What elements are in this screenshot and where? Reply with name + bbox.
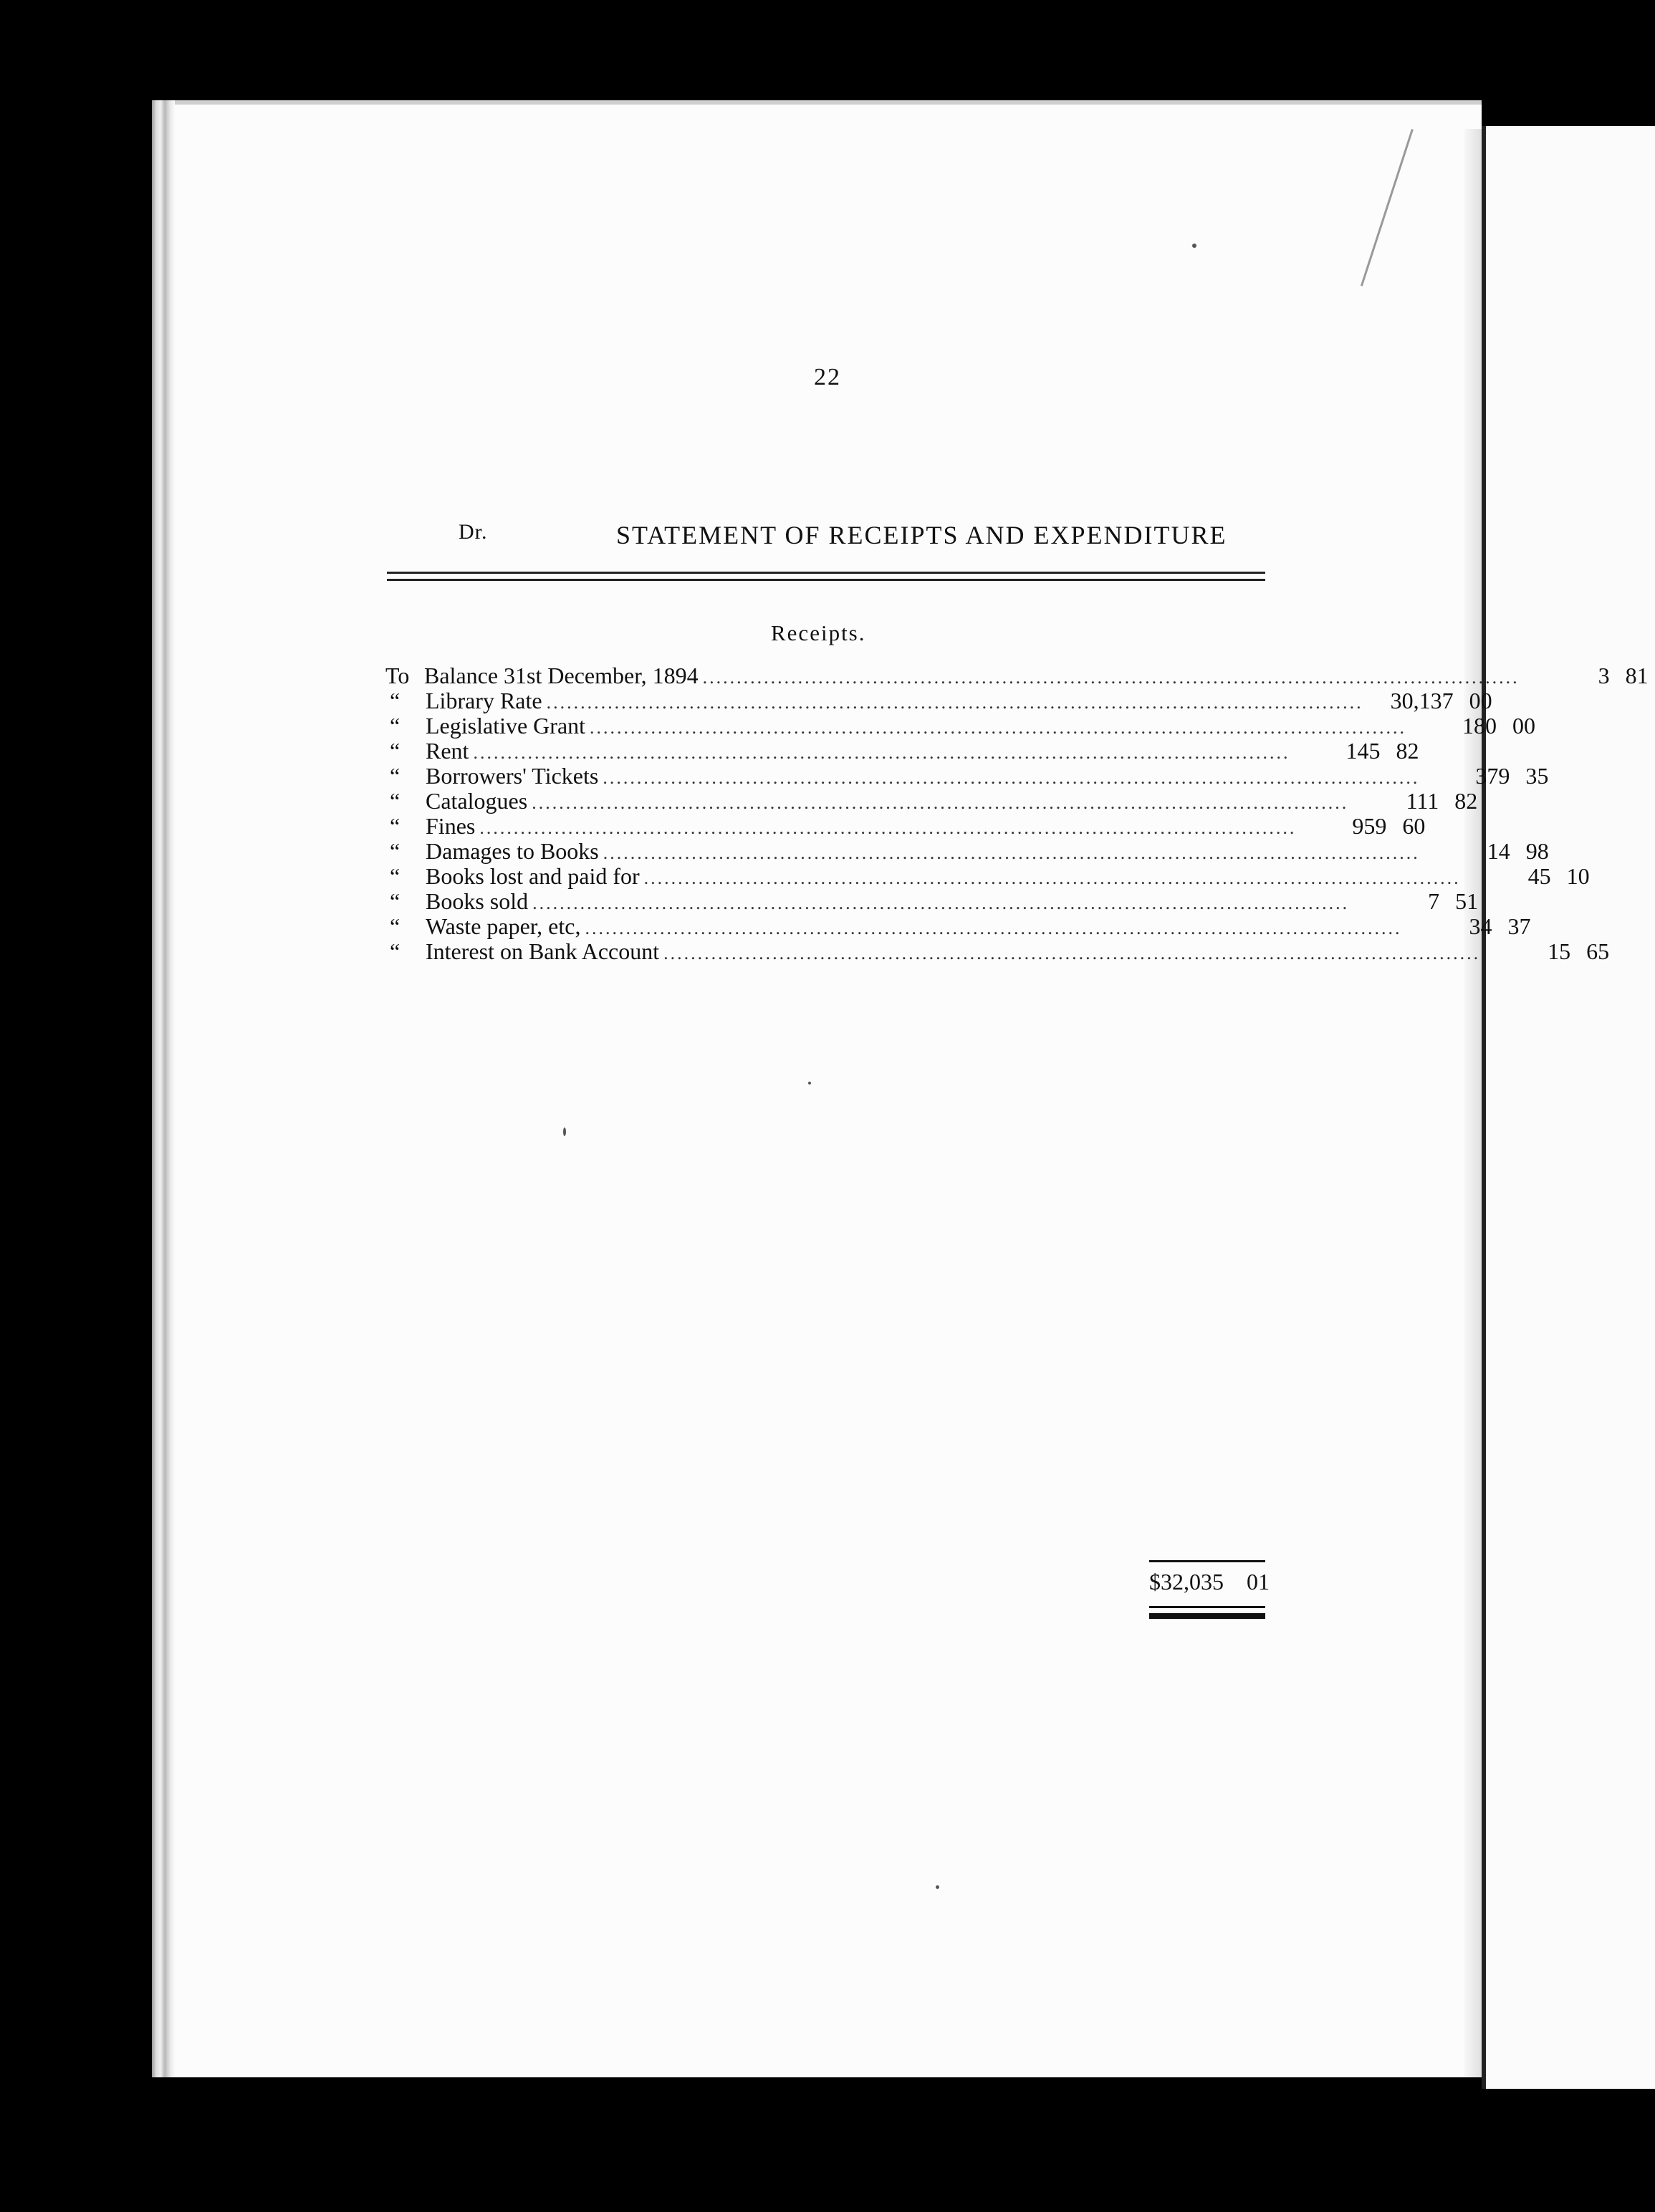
- leader-dots: ........................................................................................................................: [590, 717, 1407, 738]
- row-label: Books sold: [426, 888, 529, 914]
- row-lead: “: [390, 863, 400, 889]
- title-rule-bottom: [387, 579, 1265, 581]
- row-dollars: 959: [1352, 813, 1387, 839]
- title-rule-top: [387, 572, 1265, 574]
- row-cents: 82: [1396, 738, 1419, 764]
- row-label: Library Rate: [426, 688, 542, 713]
- row-label: Balance 31st December, 1894: [424, 663, 699, 688]
- row-cents: 60: [1402, 813, 1426, 839]
- row-dollars: 145: [1345, 738, 1381, 764]
- row-cents: 65: [1586, 938, 1610, 964]
- row-cents: 82: [1454, 788, 1478, 814]
- row-cents: 10: [1566, 863, 1590, 889]
- row-lead: “: [390, 838, 400, 864]
- row-dollars: 45: [1527, 863, 1551, 889]
- row-label: Legislative Grant: [426, 713, 586, 739]
- ledger-row: [385, 913, 1531, 939]
- row-label: Interest on Bank Account: [426, 938, 660, 964]
- leader-dots: ........................................................................................................................: [546, 692, 1363, 713]
- debit-label-text: Dr.: [459, 520, 488, 544]
- row-lead: “: [390, 713, 400, 739]
- row-lead: “: [390, 738, 400, 764]
- total-rule-top: [1149, 1560, 1265, 1562]
- scanned-page: [152, 100, 1482, 2077]
- receipts-heading: [771, 620, 866, 646]
- ledger-row: [385, 813, 1426, 839]
- total-cents: 01: [1247, 1569, 1270, 1595]
- row-lead: “: [390, 913, 400, 939]
- row-label: Catalogues: [426, 788, 528, 814]
- ledger-row: [385, 738, 1419, 764]
- ledger-row: [385, 838, 1549, 864]
- receipts-total: [1149, 1569, 1270, 1595]
- leader-dots: ........................................................................................................................: [532, 792, 1349, 813]
- scan-speck: [1192, 244, 1196, 248]
- row-cents: 00: [1469, 688, 1492, 713]
- leader-dots: ........................................................................................................................: [603, 767, 1420, 788]
- statement-title: STATEMENT OF RECEIPTS AND EXPENDITURE: [616, 521, 1227, 549]
- row-lead: “: [390, 813, 400, 839]
- row-lead: “: [390, 888, 400, 914]
- page-binding-edge: [152, 100, 175, 2077]
- receipts-heading-text: Receipts.: [771, 620, 866, 645]
- row-cents: 00: [1512, 713, 1536, 739]
- leader-dots: ........................................................................................................................: [479, 817, 1297, 838]
- row-lead: “: [390, 688, 400, 713]
- receipts-ledger: [385, 663, 1649, 964]
- total-rule-bottom-thin: [1149, 1606, 1265, 1608]
- leader-dots: ........................................................................................................................: [643, 867, 1461, 888]
- leader-dots: ........................................................................................................................: [603, 842, 1420, 863]
- facing-page-gutter: [1464, 129, 1482, 2077]
- scan-speck: [936, 1885, 939, 1889]
- row-lead: To: [385, 663, 410, 688]
- row-lead: “: [390, 788, 400, 814]
- row-label: Fines: [426, 813, 476, 839]
- row-dollars: 111: [1406, 788, 1439, 814]
- row-label: Rent: [426, 738, 469, 764]
- ledger-row: [385, 713, 1536, 739]
- page-number: 22: [814, 364, 841, 390]
- row-cents: 51: [1455, 888, 1479, 914]
- leader-dots: ........................................................................................................................: [702, 667, 1520, 688]
- ledger-row: [385, 788, 1478, 814]
- row-dollars: 7: [1428, 888, 1440, 914]
- row-dollars: 30,137: [1390, 688, 1454, 713]
- page-top-edge: [152, 100, 1482, 105]
- scan-speck: [563, 1127, 566, 1136]
- leader-dots: ........................................................................................................................: [532, 893, 1350, 913]
- ledger-row: [385, 863, 1590, 889]
- row-cents: 37: [1507, 913, 1531, 939]
- row-dollars: 3: [1598, 663, 1610, 688]
- ledger-row: [385, 763, 1549, 789]
- leader-dots: ........................................................................................................................: [663, 943, 1481, 963]
- facing-page: [1482, 126, 1655, 2089]
- row-cents: 81: [1625, 663, 1649, 688]
- row-dollars: 15: [1548, 938, 1571, 964]
- row-label: Borrowers' Tickets: [426, 763, 599, 789]
- ledger-row: [385, 938, 1610, 964]
- row-dollars: 14: [1487, 838, 1510, 864]
- row-cents: 98: [1525, 838, 1549, 864]
- ledger-row: [385, 688, 1492, 713]
- row-lead: “: [390, 938, 400, 964]
- row-dollars: 379: [1475, 763, 1510, 789]
- leader-dots: ........................................................................................................................: [473, 742, 1290, 763]
- row-lead: “: [390, 763, 400, 789]
- row-dollars: 34: [1469, 913, 1492, 939]
- leader-dots: ........................................................................................................................: [585, 918, 1402, 938]
- scan-speck: [808, 1082, 811, 1085]
- row-cents: 35: [1525, 763, 1549, 789]
- ledger-row: [385, 663, 1649, 688]
- row-label: Books lost and paid for: [426, 863, 640, 889]
- total-dollars: $32,035: [1149, 1569, 1224, 1595]
- debit-label: [459, 520, 488, 544]
- row-label: Damages to Books: [426, 838, 599, 864]
- row-dollars: 180: [1462, 713, 1497, 739]
- ledger-row: [385, 888, 1479, 914]
- total-rule-bottom-heavy: [1149, 1613, 1265, 1619]
- row-label: Waste paper, etc,: [426, 913, 581, 939]
